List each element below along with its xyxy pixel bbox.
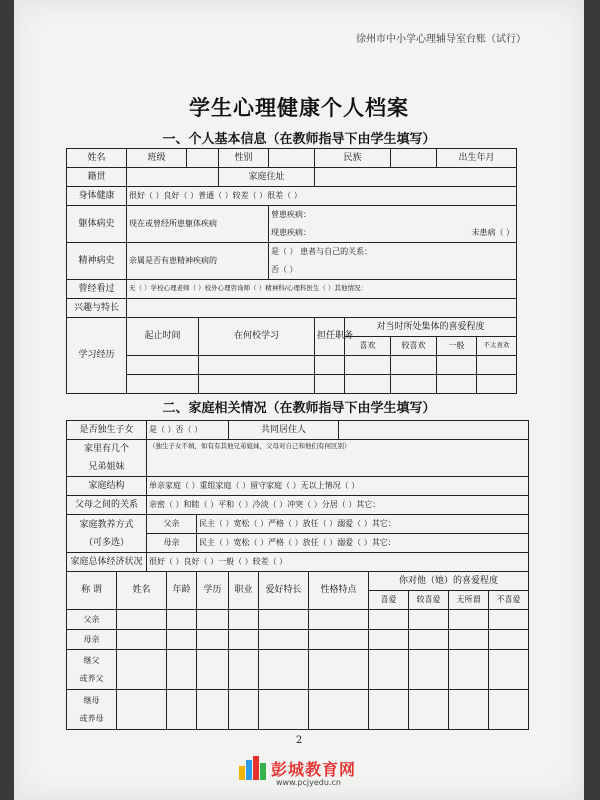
edu-header: 学历 (197, 572, 229, 610)
origin-label: 籍贯 (67, 168, 127, 187)
stepmother-line2: 或养母 (79, 713, 104, 723)
member-role-stepmother (67, 690, 117, 730)
member-cell[interactable] (369, 610, 409, 630)
parenting-style-line2: （可多选） (84, 537, 130, 548)
study-label: 学习经历 (67, 318, 127, 394)
study-duty-cell[interactable] (315, 356, 345, 375)
member-cell[interactable] (309, 690, 369, 730)
level-rather-like: 较喜欢 (391, 337, 437, 356)
job-header: 职业 (229, 572, 259, 610)
structure-options[interactable]: 单亲家庭（ ）重组家庭（ ）留守家庭（ ）无以上情况（ ） (147, 477, 529, 496)
only-child-label: 是否独生子女 (67, 421, 147, 440)
visit-label: 曾经看过 (67, 280, 127, 299)
member-cell[interactable] (197, 610, 229, 630)
study-school-cell[interactable] (199, 375, 315, 394)
fondness-header: 你对他（她）的喜爱程度 (369, 572, 529, 591)
member-cell[interactable] (369, 690, 409, 730)
section-2-heading: 二、家庭相关情况（在教师指导下由学生填写） (162, 401, 436, 416)
member-cell[interactable] (409, 650, 449, 690)
gender-field[interactable] (269, 149, 315, 168)
member-role-mother: 母亲 (67, 630, 117, 650)
age-header: 年龄 (167, 572, 197, 610)
watermark-logo (239, 756, 356, 780)
member-cell[interactable] (117, 690, 167, 730)
mental-history-label: 精神病史 (67, 243, 127, 280)
member-cell[interactable] (167, 650, 197, 690)
body-history-fields[interactable] (269, 206, 517, 243)
member-cell[interactable] (167, 690, 197, 730)
mental-history-desc: 亲属是否有患精神疾病的 (127, 243, 269, 280)
watermark-url: www.pcjyedu.cn (276, 778, 341, 787)
past-illness: 曾患疾病： (271, 210, 311, 219)
section-1-heading: 一、个人基本信息（在教师指导下由学生填写） (162, 132, 436, 147)
member-cell[interactable] (489, 690, 529, 730)
member-cell[interactable] (117, 650, 167, 690)
ethnic-label: 民族 (315, 149, 391, 168)
member-cell[interactable] (449, 650, 489, 690)
siblings-label (67, 440, 147, 477)
class-field[interactable] (187, 149, 219, 168)
parents-relation-label: 父母之间的关系 (67, 496, 147, 515)
member-cell[interactable] (117, 630, 167, 650)
family-info-table (66, 420, 529, 730)
father-label: 父亲 (147, 515, 197, 534)
personal-info-table (66, 148, 517, 394)
birth-label: 出生年月 (437, 149, 517, 168)
member-cell[interactable] (197, 690, 229, 730)
father-style-options[interactable]: 民主（ ）宽松（ ）严格（ ）放任（ ）溺爱（ ）其它： (197, 515, 529, 534)
study-start-cell[interactable] (127, 356, 199, 375)
current-illness: 现患疾病： (271, 228, 311, 237)
member-cell[interactable] (229, 630, 259, 650)
member-cell[interactable] (229, 610, 259, 630)
member-cell[interactable] (309, 610, 369, 630)
member-role-stepfather (67, 650, 117, 690)
parenting-style-line1: 家庭教养方式 (79, 519, 134, 530)
origin-field[interactable] (127, 168, 219, 187)
stepfather-line1: 继父 (83, 655, 100, 665)
mental-history-fields[interactable] (269, 243, 517, 280)
siblings-field[interactable] (147, 440, 529, 477)
member-cell[interactable] (449, 630, 489, 650)
member-hobby-header: 爱好特长 (259, 572, 309, 610)
trait-header: 性格特点 (309, 572, 369, 610)
page-number: 2 (295, 735, 303, 746)
member-cell[interactable] (409, 610, 449, 630)
class-label: 班级 (127, 149, 187, 168)
page-title: 学生心理健康个人档案 (189, 95, 409, 120)
study-cell[interactable] (391, 375, 437, 394)
only-child-options[interactable]: 是（ ）否（ ） (147, 421, 229, 440)
health-options[interactable]: 很好（ ）良好（ ）普通（ ）较差（ ）很差（ ） (127, 187, 517, 206)
member-cell[interactable] (489, 650, 529, 690)
fond-level-dislike: 不喜爱 (489, 591, 529, 610)
study-duty-cell[interactable] (315, 375, 345, 394)
body-history-label: 躯体病史 (67, 206, 127, 243)
study-cell[interactable] (437, 375, 477, 394)
address-label: 家庭住址 (219, 168, 315, 187)
fond-level-rather: 较喜爱 (409, 591, 449, 610)
study-feel-header: 对当时所处集体的喜爱程度 (345, 318, 517, 337)
books-icon (239, 756, 267, 780)
mental-yes: 是（ ） 患者与自己的关系： (271, 247, 373, 256)
siblings-note: （独生子女不填，如有有其他兄弟姐妹，父母对自己和他们有何区别） (149, 442, 351, 450)
member-cell[interactable] (369, 650, 409, 690)
address-field[interactable] (315, 168, 517, 187)
level-dislike-some: 不太喜欢 (477, 337, 517, 356)
stepfather-line2: 或养父 (79, 673, 104, 683)
mental-no: 否（ ） (271, 265, 298, 274)
role-header: 称 谓 (67, 572, 117, 610)
member-cell[interactable] (489, 630, 529, 650)
economy-options[interactable]: 很好（ ）良好（ ）一般（ ）较差（ ） (147, 553, 529, 572)
member-cell[interactable] (259, 650, 309, 690)
study-cell[interactable] (345, 356, 391, 375)
study-duty-header: 担任职务 (315, 318, 345, 356)
economy-label: 家庭总体经济状况 (67, 553, 147, 572)
member-cell[interactable] (167, 610, 197, 630)
running-header: 徐州市中小学心理辅导室台账（试行） (356, 34, 526, 45)
mother-style-options[interactable]: 民主（ ）宽松（ ）严格（ ）放任（ ）溺爱（ ）其它： (197, 534, 529, 553)
member-cell[interactable] (449, 610, 489, 630)
study-school-cell[interactable] (199, 356, 315, 375)
member-cell[interactable] (197, 650, 229, 690)
body-history-desc: 现在或曾经所患躯体疾病 (127, 206, 269, 243)
study-cell[interactable] (477, 375, 517, 394)
health-label: 身体健康 (67, 187, 127, 206)
document-page (14, 0, 584, 800)
hobby-label: 兴趣与特长 (67, 299, 127, 318)
fond-level-indifferent: 无所谓 (449, 591, 489, 610)
member-cell[interactable] (449, 690, 489, 730)
member-cell[interactable] (369, 630, 409, 650)
member-cell[interactable] (309, 630, 369, 650)
member-name-header: 姓名 (117, 572, 167, 610)
study-cell[interactable] (437, 356, 477, 375)
siblings-label-line2: 兄弟姐妹 (88, 462, 125, 472)
member-cell[interactable] (229, 650, 259, 690)
hobby-field[interactable] (127, 299, 517, 318)
study-start-cell[interactable] (127, 375, 199, 394)
member-cell[interactable] (229, 690, 259, 730)
structure-label: 家庭结构 (67, 477, 147, 496)
watermark-name: 彭城教育网 (271, 759, 357, 779)
level-neutral: 一般 (437, 337, 477, 356)
study-school-header: 在何校学习 (199, 318, 315, 356)
member-cell[interactable] (259, 630, 309, 650)
parenting-style-label (67, 515, 147, 553)
parents-relation-options[interactable]: 亲密（ ）和睦（ ）平和（ ）冷淡（ ）冲突（ ）分居（ ）其它： (147, 496, 529, 515)
study-cell[interactable] (391, 356, 437, 375)
cohabit-field[interactable] (339, 421, 529, 440)
study-cell[interactable] (345, 375, 391, 394)
visit-options[interactable]: 无（ ）学校心理老师（ ）校外心理咨询师（ ）精神科/心理科医生（ ）其他情况： (127, 280, 517, 299)
level-like: 喜欢 (345, 337, 391, 356)
study-start-header: 起止时间 (127, 318, 199, 356)
member-cell[interactable] (489, 610, 529, 630)
stepmother-line1: 继母 (83, 695, 100, 705)
no-illness: 未患病（ ） (471, 228, 515, 237)
study-cell[interactable] (477, 356, 517, 375)
member-cell[interactable] (409, 630, 449, 650)
member-cell[interactable] (259, 690, 309, 730)
gender-label: 性别 (219, 149, 269, 168)
member-cell[interactable] (409, 690, 449, 730)
cohabit-label: 共同居住人 (229, 421, 339, 440)
mother-label: 母亲 (147, 534, 197, 553)
fond-level-love: 喜爱 (369, 591, 409, 610)
member-cell[interactable] (309, 650, 369, 690)
siblings-label-line1: 家里有几个 (84, 444, 130, 454)
member-cell[interactable] (167, 630, 197, 650)
member-cell[interactable] (259, 610, 309, 630)
member-cell[interactable] (197, 630, 229, 650)
member-cell[interactable] (117, 610, 167, 630)
ethnic-field[interactable] (391, 149, 437, 168)
name-label: 姓名 (67, 149, 127, 168)
member-role-father: 父亲 (67, 610, 117, 630)
